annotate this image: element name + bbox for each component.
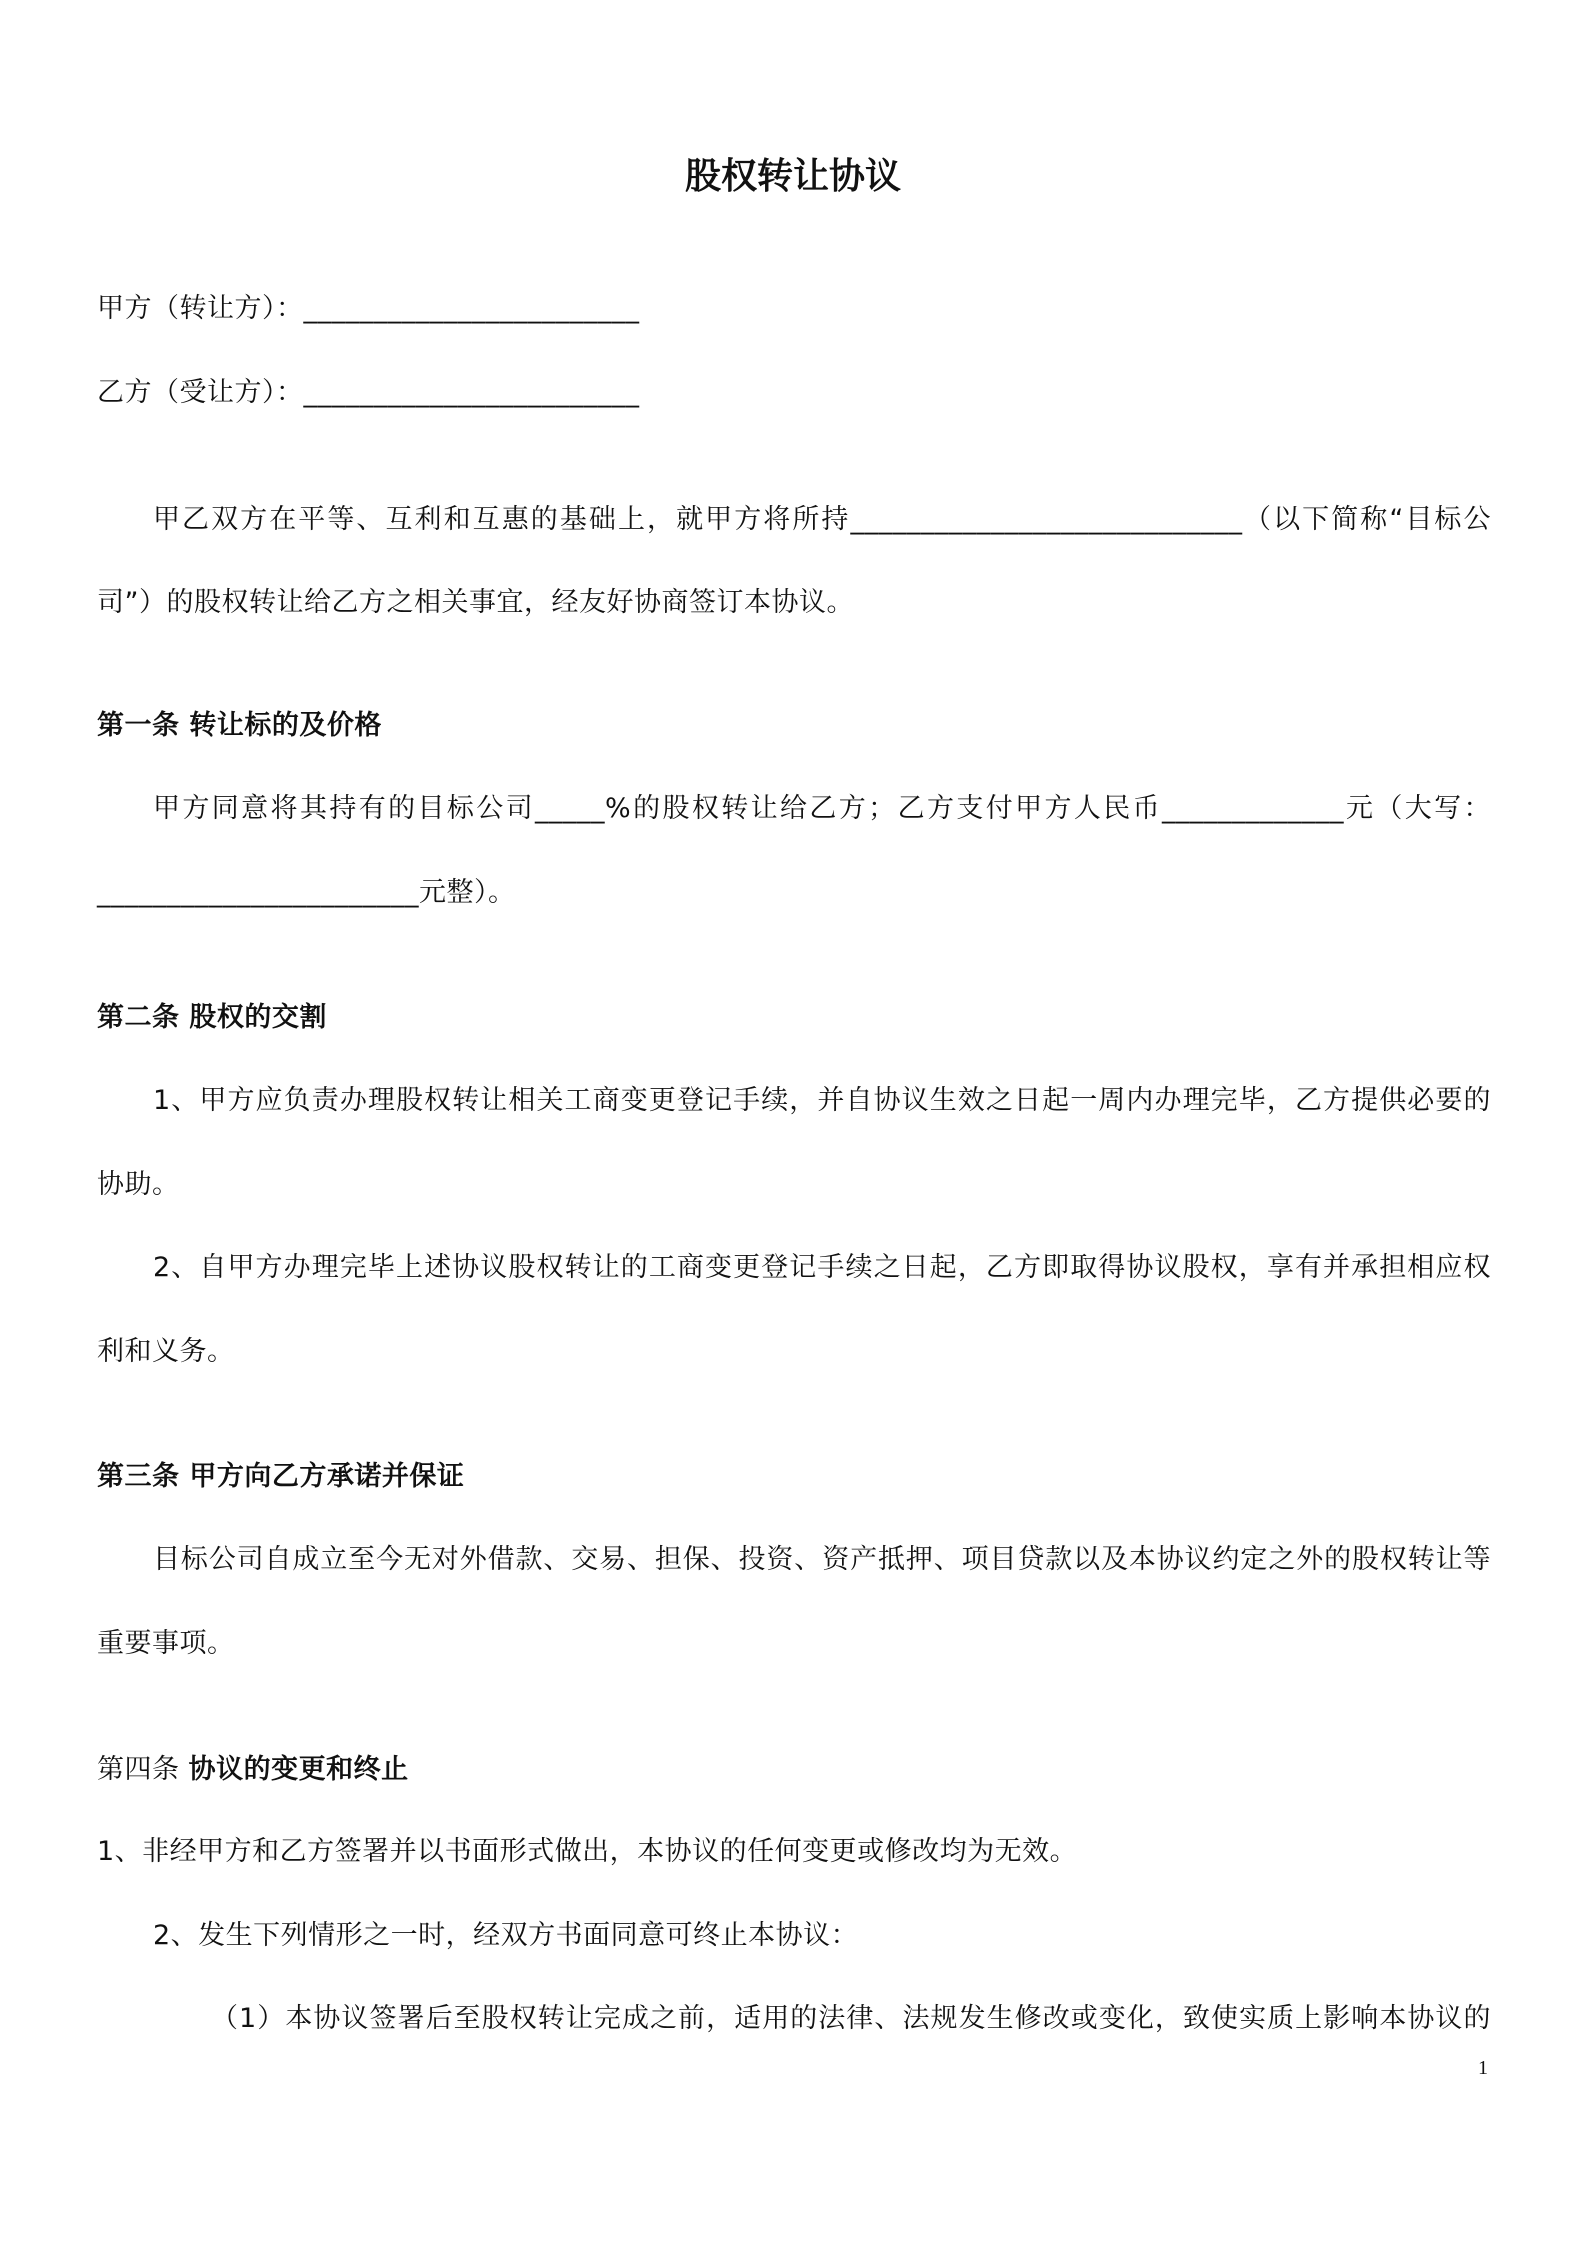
article-3-heading: 第三条 甲方向乙方承诺并保证 bbox=[97, 1461, 465, 1492]
article-1-line-1: 甲方同意将其持有的目标公司_____%的股权转让给乙方；乙方支付甲方人民币_____________元（大写： bbox=[153, 793, 1491, 824]
article-4-heading bbox=[97, 1749, 409, 1790]
article-3-line-2: 重要事项。 bbox=[97, 1628, 235, 1659]
article-2-item-1-line-2: 协助。 bbox=[97, 1169, 180, 1200]
article-2-item-2-line-1: 2、自甲方办理完毕上述协议股权转让的工商变更登记手续之日起，乙方即取得协议股权，享有并承担相应权 bbox=[153, 1252, 1491, 1283]
document-title: 股权转让协议 bbox=[684, 156, 901, 197]
intro-paragraph-line-1: 甲乙双方在平等、互利和互惠的基础上，就甲方将所持____________________________（以下简称“目标公 bbox=[153, 504, 1491, 535]
article-1-line-2: _______________________元整）。 bbox=[97, 877, 516, 908]
article-1-heading: 第一条 转让标的及价格 bbox=[97, 710, 382, 741]
article-2-item-2-line-2: 利和义务。 bbox=[97, 1336, 235, 1367]
article-2-item-1-line-1: 1、甲方应负责办理股权转让相关工商变更登记手续，并自协议生效之日起一周内办理完毕，乙方提供必要的 bbox=[153, 1085, 1491, 1116]
page-number: 1 bbox=[1478, 2057, 1488, 2079]
article-4-item-2: 2、发生下列情形之一时，经双方书面同意可终止本协议： bbox=[153, 1920, 859, 1951]
article-4-heading-title: 协议的变更和终止 bbox=[188, 1754, 409, 1785]
article-2-heading: 第二条 股权的交割 bbox=[97, 1002, 327, 1033]
party-a-line: 甲方（转让方）：________________________ bbox=[97, 293, 640, 324]
intro-paragraph-line-2: 司”）的股权转让给乙方之相关事宜，经友好协商签订本协议。 bbox=[97, 587, 854, 618]
article-3-line-1: 目标公司自成立至今无对外借款、交易、担保、投资、资产抵押、项目贷款以及本协议约定之外的股权转让等 bbox=[153, 1544, 1491, 1575]
article-4-sub-item-1: （1）本协议签署后至股权转让完成之前，适用的法律、法规发生修改或变化，致使实质上影响本协议的 bbox=[211, 2003, 1491, 2034]
article-4-item-1: 1、非经甲方和乙方签署并以书面形式做出，本协议的任何变更或修改均为无效。 bbox=[97, 1836, 1078, 1867]
article-4-heading-prefix: 第四条 bbox=[97, 1754, 180, 1784]
party-b-line: 乙方（受让方）：________________________ bbox=[97, 377, 640, 408]
